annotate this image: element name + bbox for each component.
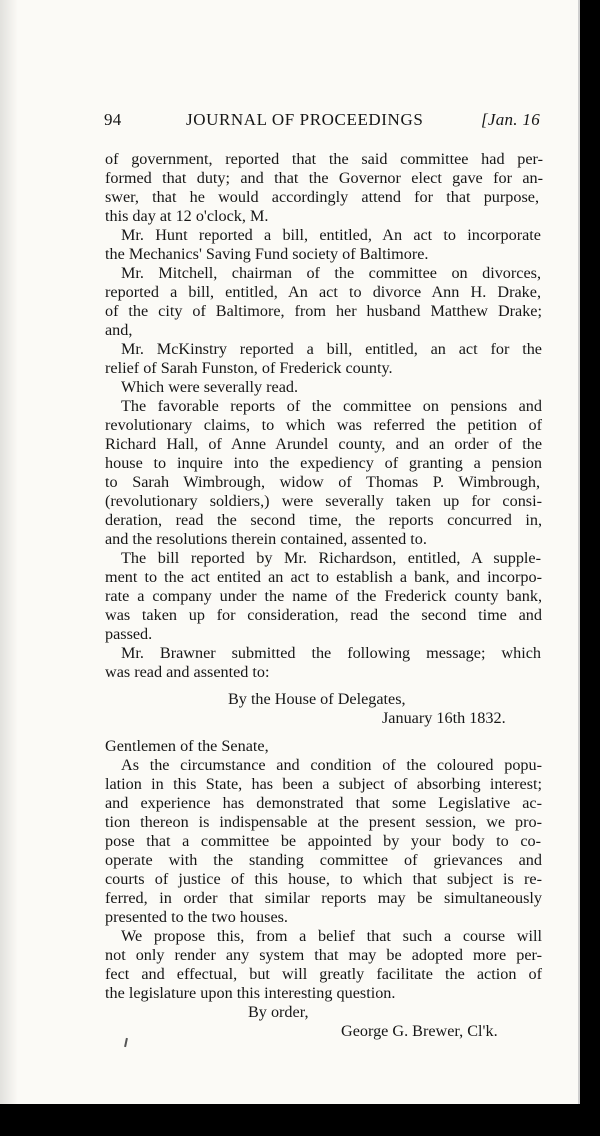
text-line: this day at 12 o'clock, M. — [105, 207, 269, 225]
text-line: presented to the two houses. — [105, 908, 288, 926]
text-line: the legislature upon this interesting question. — [105, 984, 396, 1002]
text-line: Richard Hall, of Anne Arundel county, and an order of the — [105, 435, 542, 453]
text-line: As the circumstance and condition of the coloured popu- — [121, 756, 542, 774]
running-head-date: [Jan. 16 — [480, 110, 540, 129]
text-line: was read and assented to: — [105, 663, 270, 681]
running-head — [104, 110, 540, 132]
text-line: We propose this, from a belief that such a course will — [121, 927, 542, 945]
text-line: pose that a committee be appointed by your body to co- — [105, 832, 541, 850]
text-line: to Sarah Wimbrough, widow of Thomas P. Wimbrough, — [105, 473, 540, 491]
text-line: reported a bill, entitled, An act to divorce Ann H. Drake, — [105, 283, 541, 301]
stray-ink-mark — [124, 1038, 128, 1047]
text-line: house to inquire into the expediency of granting a pension — [105, 454, 542, 472]
text-line: Mr. McKinstry reported a bill, entitled, an act for the — [121, 340, 542, 358]
text-line: swer, that he would accordingly attend for that purpose, — [105, 188, 539, 206]
text-line: The bill reported by Mr. Richardson, entitled, A supple- — [121, 549, 541, 567]
text-line: and the resolutions therein contained, assented to. — [105, 530, 427, 548]
text-line: Mr. Brawner submitted the following message; which — [121, 644, 541, 662]
salutation: Gentlemen of the Senate, — [105, 737, 269, 755]
text-line: revolutionary claims, to which was referred the petition of — [105, 416, 542, 434]
text-line: Which were severally read. — [121, 378, 299, 396]
text-line: formed that duty; and that the Governor elect gave for an- — [105, 169, 543, 187]
text-line: ferred, in order that similar reports may be simultaneously — [105, 889, 542, 907]
text-line: the Mechanics' Saving Fund society of Baltimore. — [105, 245, 429, 263]
page-number: 94 — [104, 110, 122, 129]
text-line: was taken up for consideration, read the second time and — [105, 606, 542, 624]
signature: George G. Brewer, Cl'k. — [341, 1022, 498, 1040]
text-line: fect and effectual, but will greatly facilitate the action of — [105, 965, 542, 983]
text-line: and experience has demonstrated that some Legislative ac- — [105, 794, 542, 812]
text-line: not only render any system that may be adopted more per- — [105, 946, 542, 964]
text-line: of the city of Baltimore, from her husband Matthew Drake; — [105, 302, 542, 320]
text-line: deration, read the second time, the reports concurred in, — [105, 511, 542, 529]
text-line: and, — [105, 321, 133, 339]
text-line: lation in this State, has been a subject of absorbing interest; — [105, 775, 542, 793]
text-line: ment to the act entited an act to establish a bank, and incorpo- — [105, 568, 542, 586]
binding-shadow — [0, 0, 18, 1104]
message-date: January 16th 1832. — [382, 709, 506, 727]
text-line: passed. — [105, 625, 153, 643]
text-line: relief of Sarah Funston, of Frederick county. — [105, 359, 393, 377]
text-line: tion thereon is indispensable at the present session, we pro- — [105, 813, 542, 831]
text-line: of government, reported that the said committee had per- — [105, 150, 543, 168]
text-line: Mr. Mitchell, chairman of the committee on divorces, — [121, 264, 541, 282]
text-line: (revolutionary soldiers,) were severally taken up for consi- — [105, 492, 542, 510]
text-line: The favorable reports of the committee on pensions and — [121, 397, 542, 415]
text-line: courts of justice of this house, to which that subject is re- — [105, 870, 542, 888]
text-line: rate a company under the name of the Frederick county bank, — [105, 587, 542, 605]
text-line: Mr. Hunt reported a bill, entitled, An act to incorporate — [121, 226, 541, 244]
salutation-heading: By the House of Delegates, — [228, 690, 406, 708]
closing: By order, — [248, 1003, 309, 1021]
text-line: operate with the standing committee of grievances and — [105, 851, 542, 869]
journal-title: JOURNAL OF PROCEEDINGS — [186, 110, 424, 129]
